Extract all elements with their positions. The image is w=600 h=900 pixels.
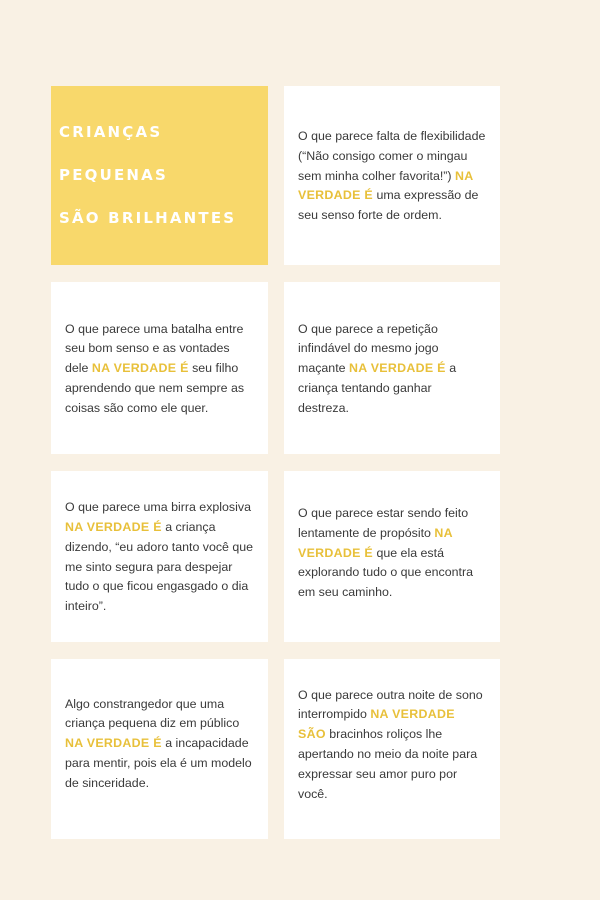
card-text-before: O que parece falta de flexibilidade (“Não consigo comer o mingau sem minha colher favorita!”) xyxy=(298,129,486,183)
card-text-after: seu filho aprendendo que nem sempre as coisas são como ele quer. xyxy=(65,361,245,415)
card-flexibility xyxy=(284,86,500,265)
card-embarrassing xyxy=(51,659,268,839)
card-text xyxy=(51,318,268,419)
card-text xyxy=(284,686,500,813)
card-slowness xyxy=(284,471,500,642)
card-text xyxy=(284,318,500,419)
card-text-before: O que parece estar sendo feito lentamente de propósito xyxy=(298,506,469,540)
card-sleepless-night xyxy=(284,659,500,839)
card-repetition xyxy=(284,282,500,454)
card-text xyxy=(51,496,268,617)
card-highlight: NA VERDADE É xyxy=(298,168,474,203)
card-text-after: que ela está explorando tudo o que encontra em seu caminho. xyxy=(298,545,473,600)
title-card xyxy=(51,86,268,265)
page-title xyxy=(51,111,236,240)
title-line-1: CRIANÇAS xyxy=(59,123,163,141)
card-battle xyxy=(51,282,268,454)
card-text xyxy=(284,504,500,609)
card-highlight: NA VERDADE É xyxy=(298,525,453,560)
card-text-before: O que parece outra noite de sono interrompido xyxy=(298,687,483,722)
card-text-before: Algo constrangedor que uma criança pequena diz em público xyxy=(65,696,240,731)
card-highlight: NA VERDADE SÃO xyxy=(298,707,455,742)
card-highlight: NA VERDADE É xyxy=(91,361,189,376)
card-highlight: NA VERDADE É xyxy=(65,519,162,534)
card-text-after: a criança tentando ganhar destreza. xyxy=(298,361,457,415)
card-text-before: O que parece uma birra explosiva xyxy=(65,500,251,515)
title-line-3: SÃO BRILHANTES xyxy=(59,209,237,227)
card-text-after: a criança dizendo, “eu adoro tanto você que me sinto segura para despejar tudo o que ficou engasgado o dia inteiro”. xyxy=(65,519,254,614)
card-text-before: O que parece a repetição infindável do mesmo jogo maçante xyxy=(298,321,439,376)
card-text xyxy=(51,695,268,804)
card-text-before: O que parece uma batalha entre seu bom senso e as vontades dele xyxy=(65,321,244,376)
card-tantrum xyxy=(51,471,268,642)
card-text xyxy=(284,125,500,226)
title-line-2: PEQUENAS xyxy=(59,166,168,184)
card-text-after: uma expressão de seu senso forte de ordem. xyxy=(298,188,479,223)
card-highlight: NA VERDADE É xyxy=(348,361,446,376)
card-text-after: a incapacidade para mentir, pois ela é um modelo de sinceridade. xyxy=(65,736,252,790)
card-highlight: NA VERDADE É xyxy=(65,736,162,751)
card-text-after: bracinhos roliços lhe apertando no meio da noite para expressar seu amor puro por você. xyxy=(298,727,478,801)
